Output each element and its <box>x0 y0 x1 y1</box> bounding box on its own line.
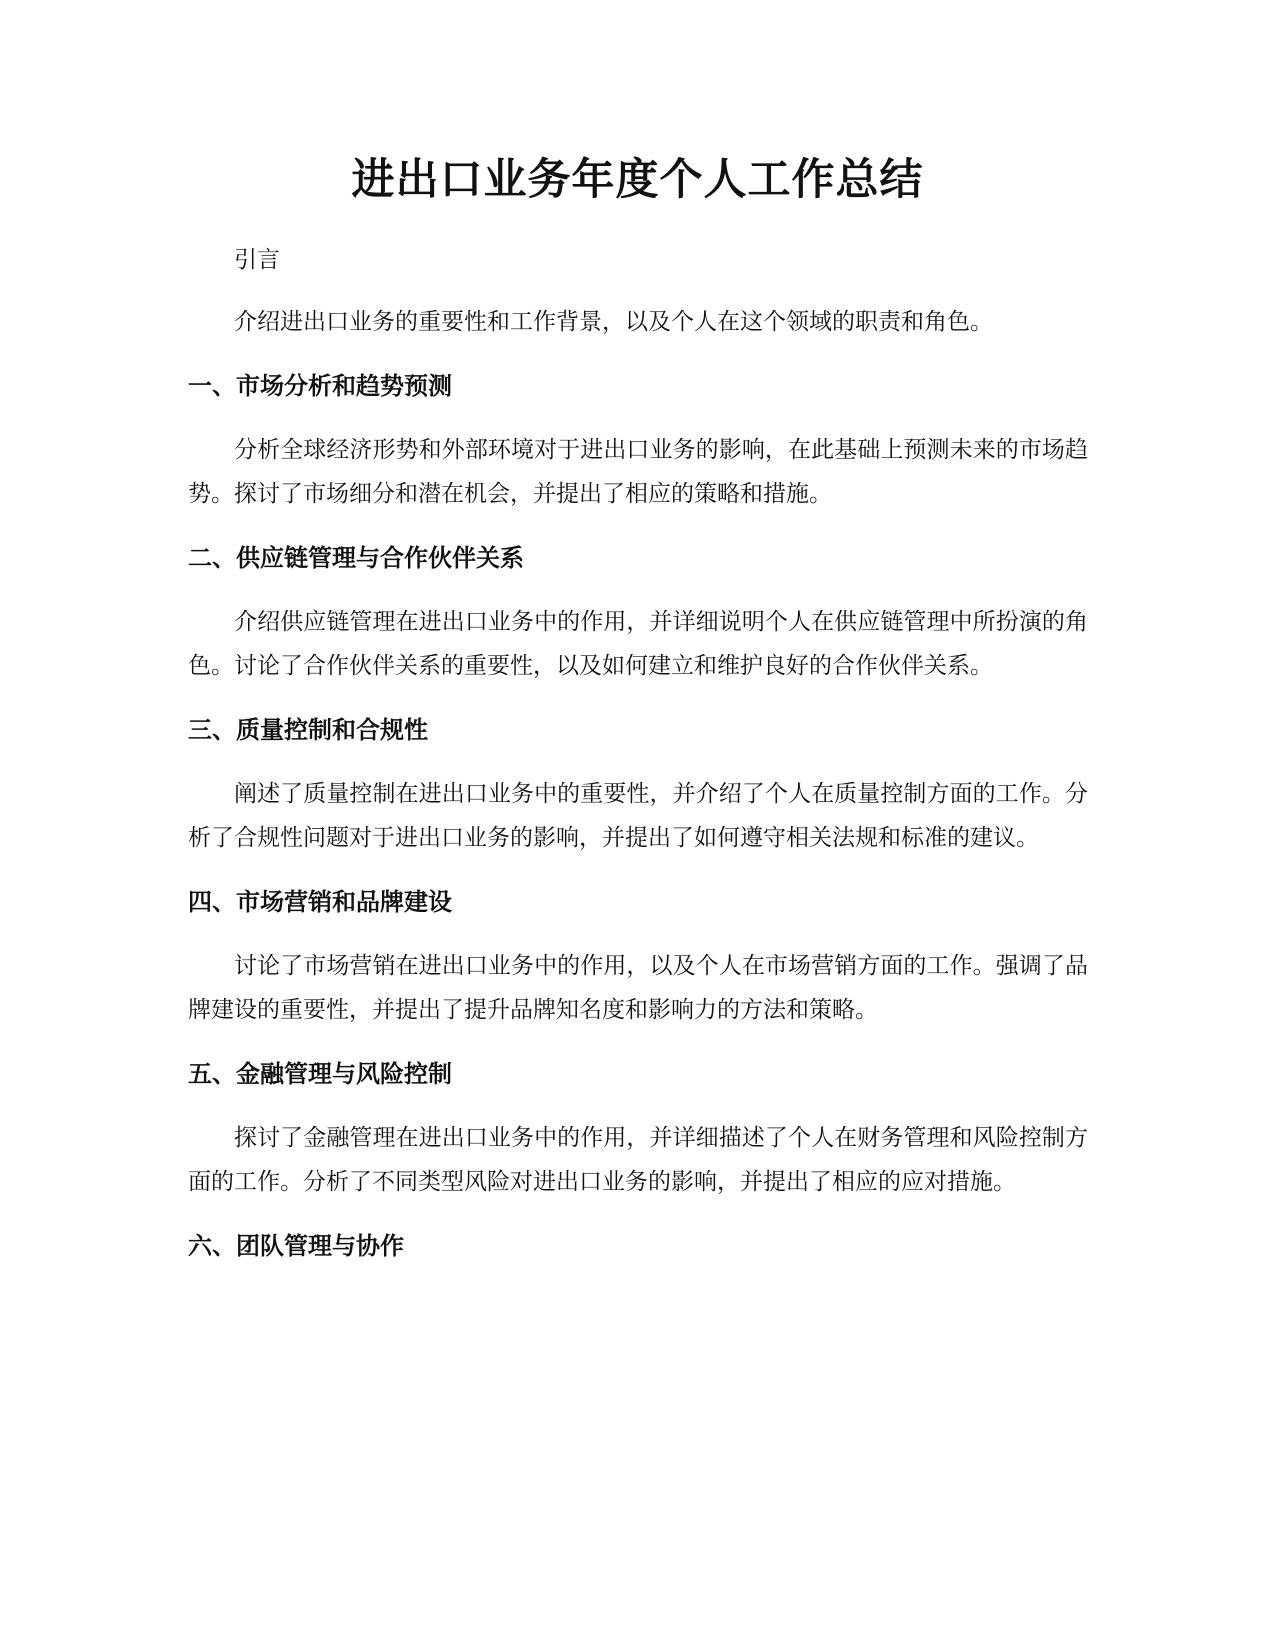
section-heading-team-management: 六、团队管理与协作 <box>188 1232 404 1260</box>
section-heading-supply-chain: 二、供应链管理与合作伙伴关系 <box>188 544 524 572</box>
document-title: 进出口业务年度个人工作总结 <box>351 155 924 205</box>
section-body-supply-chain: 介绍供应链管理在进出口业务中的作用，并详细说明个人在供应链管理中所扮演的角色。讨论了合作伙伴关系的重要性，以及如何建立和维护良好的合作伙伴关系。 <box>188 609 1088 679</box>
section-heading-market-analysis: 一、市场分析和趋势预测 <box>188 372 452 400</box>
section-heading-marketing: 四、市场营销和品牌建设 <box>188 888 452 916</box>
section-body-finance: 探讨了金融管理在进出口业务中的作用，并详细描述了个人在财务管理和风险控制方面的工作。分析了不同类型风险对进出口业务的影响，并提出了相应的应对措施。 <box>188 1125 1088 1195</box>
intro-paragraph: 介绍进出口业务的重要性和工作背景，以及个人在这个领域的职责和角色。 <box>234 309 993 335</box>
intro-label: 引言 <box>234 247 280 273</box>
document-content <box>188 238 1088 1288</box>
section-body-quality-control: 阐述了质量控制在进出口业务中的重要性，并介绍了个人在质量控制方面的工作。分析了合规性问题对于进出口业务的影响，并提出了如何遵守相关法规和标准的建议。 <box>188 781 1088 851</box>
section-heading-quality-control: 三、质量控制和合规性 <box>188 716 428 744</box>
section-body-marketing: 讨论了市场营销在进出口业务中的作用，以及个人在市场营销方面的工作。强调了品牌建设的重要性，并提出了提升品牌知名度和影响力的方法和策略。 <box>188 953 1088 1023</box>
section-body-market-analysis: 分析全球经济形势和外部环境对于进出口业务的影响，在此基础上预测未来的市场趋势。探讨了市场细分和潜在机会，并提出了相应的策略和措施。 <box>188 437 1088 507</box>
section-heading-finance: 五、金融管理与风险控制 <box>188 1060 452 1088</box>
